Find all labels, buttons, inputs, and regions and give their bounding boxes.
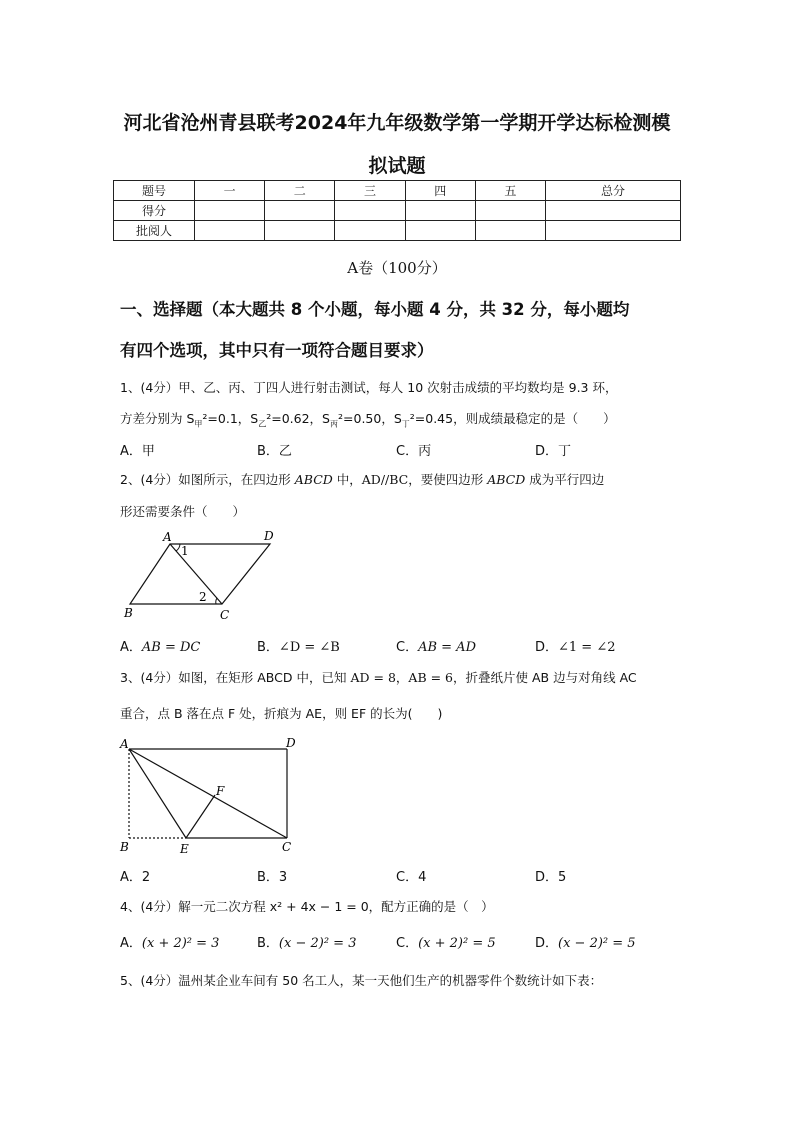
q2-label-b: B (124, 606, 133, 620)
q2-text: 中， (332, 472, 362, 487)
doc-title-line1: 河北省沧州青县联考2024年九年级数学第一学期开学达标检测模 (123, 112, 671, 134)
score-table (113, 180, 681, 241)
q1-line2-text: ²=0.62，S (266, 411, 330, 426)
q4-option-c[interactable] (396, 932, 496, 951)
section-heading-line1: 一、选择题（本大题共 8 个小题，每小题 4 分，共 32 分，每小题均 (120, 300, 630, 319)
score-header-cell: 题号 (114, 181, 195, 201)
score-cell (195, 221, 265, 241)
q1-line2-text: ²=0.50，S (338, 411, 402, 426)
q3-label-a: A (120, 737, 129, 751)
score-header-cell: 三 (335, 181, 405, 201)
score-cell (405, 221, 475, 241)
q3-diagonal-ac (129, 749, 287, 838)
q3-crease-ae (129, 749, 186, 838)
q4-option-b[interactable] (257, 932, 356, 951)
q2-label-angle1: 1 (181, 544, 189, 558)
q3-condition: AB = 6 (408, 670, 454, 685)
q3-label-d: D (286, 736, 296, 750)
score-cell (475, 221, 545, 241)
q2-text: ，要使四边形 (408, 472, 488, 487)
q3-text: ，折叠纸片使 AB 边与对角线 AC (453, 670, 637, 685)
q4-option-letter: C． (396, 936, 419, 951)
q2-option-expr: ∠1 = ∠2 (558, 640, 616, 655)
section-heading-line2: 有四个选项，其中只有一项符合题目要求） (120, 341, 434, 360)
score-row-label: 得分 (114, 201, 195, 221)
score-cell (546, 201, 681, 221)
q2-option-d[interactable] (535, 636, 616, 655)
score-cell (335, 201, 405, 221)
score-row-label: 批阅人 (114, 221, 195, 241)
q3-label-e: E (180, 842, 189, 856)
q2-text: 2、(4分）如图所示，在四边形 (120, 472, 295, 487)
q1-sub: 丙 (330, 419, 338, 429)
q1-line2-text: ²=0.1，S (202, 411, 259, 426)
q3-label-c: C (282, 840, 292, 854)
q2-option-expr: ∠D = ∠B (278, 640, 340, 655)
q1-option-a[interactable]: A．甲 (120, 444, 155, 459)
score-cell (335, 221, 405, 241)
q2-line1 (120, 470, 604, 488)
q4-option-expr: (x + 2)² = 3 (141, 936, 220, 951)
score-cell (546, 221, 681, 241)
q1-sub: 乙 (258, 419, 267, 429)
q3-condition: AD = 8 (350, 670, 396, 685)
q1-line2 (120, 409, 616, 430)
score-cell (195, 201, 265, 221)
q1-sub: 甲 (194, 419, 203, 429)
q2-shape-name: ABCD (487, 472, 526, 487)
q4-option-a[interactable] (120, 932, 219, 951)
q3-line1 (120, 668, 637, 686)
q3-label-b: B (120, 840, 129, 854)
q4-option-expr: (x + 2)² = 5 (418, 936, 496, 951)
score-table-row (114, 201, 681, 221)
score-cell (265, 221, 335, 241)
q5-line1: 5、(4分）温州某企业车间有 50 名工人，某一天他们生产的机器零件个数统计如下表： (120, 973, 603, 988)
q2-condition: AD//BC (361, 472, 409, 487)
q2-angle2-arc (216, 598, 217, 604)
q1-option-b[interactable]: B．乙 (257, 444, 292, 459)
q3-option-c[interactable]: C．4 (396, 870, 427, 885)
q2-line2: 形还需要条件（ ） (120, 504, 246, 519)
score-table-row (114, 221, 681, 241)
doc-title-line2: 拟试题 (368, 155, 426, 177)
q4-option-letter: D． (535, 936, 559, 951)
q1-sub: 丁 (401, 419, 410, 429)
q4-option-d[interactable] (535, 932, 636, 951)
score-header-cell: 总分 (546, 181, 681, 201)
score-table-header-row (114, 181, 681, 201)
q2-option-letter: B． (257, 640, 279, 655)
q3-option-b[interactable]: B．3 (257, 870, 288, 885)
score-header-cell: 五 (475, 181, 545, 201)
score-cell (265, 201, 335, 221)
q4-line1: 4、(4分）解一元二次方程 x² + 4x − 1 = 0，配方正确的是（ ） (120, 899, 494, 914)
q1-line2-text: 方差分别为 S (120, 411, 195, 426)
q4-option-expr: (x − 2)² = 5 (558, 936, 636, 951)
q2-option-letter: A． (120, 640, 142, 655)
q3-segment-ef (186, 795, 215, 838)
q4-option-expr: (x − 2)² = 3 (278, 936, 357, 951)
q2-text: 成为平行四边 (525, 472, 605, 487)
q3-figure (116, 734, 306, 858)
q3-line2: 重合，点 B 落在点 F 处，折痕为 AE，则 EF 的长为( ) (120, 706, 443, 721)
q2-option-b[interactable] (257, 636, 340, 655)
q1-option-d[interactable]: D．丁 (535, 444, 572, 459)
q2-label-c: C (220, 608, 230, 622)
q3-option-d[interactable]: D．5 (535, 870, 567, 885)
q2-diagonal-ac (170, 544, 222, 604)
score-header-cell: 二 (265, 181, 335, 201)
q1-line1: 1、(4分）甲、乙、丙、丁四人进行射击测试，每人 10 次射击成绩的平均数均是 9.3 环， (120, 380, 618, 395)
score-cell (405, 201, 475, 221)
score-header-cell: 四 (405, 181, 475, 201)
score-header-cell: 一 (195, 181, 265, 201)
volume-label: A卷（100分） (347, 259, 447, 277)
q3-text: ， (395, 670, 409, 685)
q2-option-expr: AB = DC (141, 640, 201, 655)
q2-label-a: A (163, 530, 172, 544)
q2-option-a[interactable] (120, 636, 200, 655)
q2-option-letter: C． (396, 640, 419, 655)
q2-angle1-arc (176, 544, 180, 551)
q2-figure (118, 528, 288, 626)
q1-option-c[interactable]: C．丙 (396, 444, 432, 459)
q2-label-angle2: 2 (199, 590, 207, 604)
q2-label-d: D (264, 529, 274, 543)
q1-line2-text: ²=0.45，则成绩最稳定的是（ ） (409, 411, 616, 426)
q2-option-letter: D． (535, 640, 559, 655)
q4-option-letter: B． (257, 936, 279, 951)
q2-option-c[interactable] (396, 636, 476, 655)
score-cell (475, 201, 545, 221)
q3-option-a[interactable]: A．2 (120, 870, 151, 885)
q2-option-expr: AB = AD (418, 640, 476, 655)
q3-label-f: F (216, 784, 225, 798)
q2-shape-name: ABCD (294, 472, 333, 487)
q4-option-letter: A． (120, 936, 142, 951)
q3-text: 3、(4分）如图，在矩形 ABCD 中，已知 (120, 670, 351, 685)
